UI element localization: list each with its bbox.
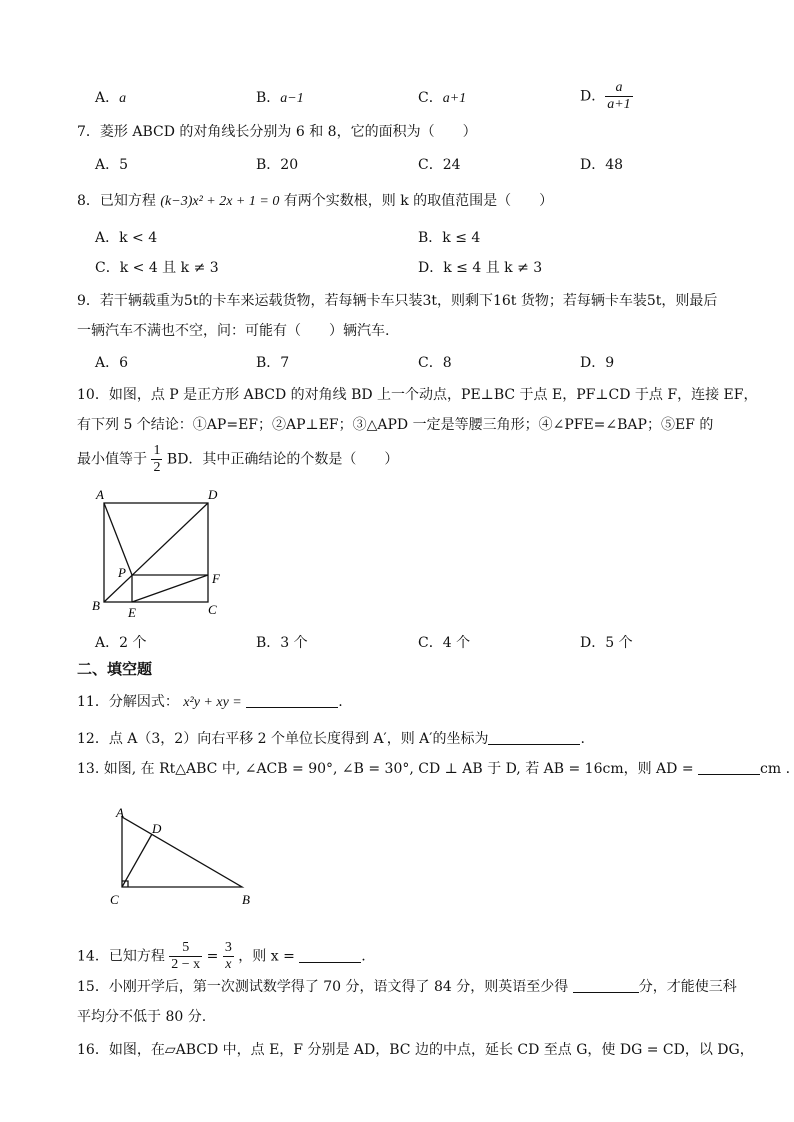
q9-option-a: A．6 bbox=[95, 355, 129, 371]
q13-triangle-figure bbox=[105, 803, 265, 913]
q11: 11．分解因式： x²y + xy = . bbox=[77, 694, 343, 710]
q8-option-a: A．k < 4 bbox=[95, 230, 158, 246]
q7-option-d: D．48 bbox=[580, 157, 624, 173]
fig10-label-e: E bbox=[128, 605, 136, 620]
q8-option-d: D．k ≤ 4 且 k ≠ 3 bbox=[418, 260, 543, 276]
fig13-label-d: D bbox=[152, 821, 162, 836]
q10-line1: 10．如图，点 P 是正方形 ABCD 的对角线 BD 上一个动点，PE⊥BC 于点 E，PF⊥CD 于点 F，连接 EF， bbox=[77, 387, 758, 403]
q10-square-figure bbox=[88, 485, 238, 620]
fig10-label-c: C bbox=[208, 602, 217, 617]
q10-option-b: B．3 个 bbox=[256, 635, 308, 651]
q6-option-b: B．a−1 bbox=[256, 90, 304, 106]
q16-line1: 16．如图，在▱ABCD 中，点 E，F 分别是 AD，BC 边的中点，延长 CD 至点 G，使 DG = CD，以 DG， bbox=[77, 1042, 754, 1058]
q15-line1: 15．小刚开学后，第一次测试数学得了 70 分，语文得了 84 分，则英语至少得 分，才能使三科 bbox=[77, 979, 737, 995]
q12-answer-blank[interactable] bbox=[488, 730, 580, 745]
q10-line3: 最小值等于 $\frac{1}{2}$ BD．其中正确结论的个数是（ ） bbox=[77, 443, 399, 475]
q15-answer-blank[interactable] bbox=[573, 978, 639, 993]
fig10-label-f: F bbox=[212, 571, 220, 586]
q7-option-c: C．24 bbox=[418, 157, 461, 173]
q6-option-d: D． $\frac{a}{a+1}$ bbox=[580, 80, 631, 112]
q9-line2: 一辆汽车不满也不空，问：可能有（ ）辆汽车. bbox=[77, 323, 390, 339]
q10-option-d: D．5 个 bbox=[580, 635, 633, 651]
q9-option-b: B．7 bbox=[256, 355, 290, 371]
q8-stem: 8．已知方程 (k−3)x² + 2x + 1 = 0 有两个实数根，则 k 的取值范围是（ ） bbox=[77, 193, 554, 209]
fig10-label-p: P bbox=[118, 565, 126, 580]
q15-line2: 平均分不低于 80 分. bbox=[77, 1009, 207, 1025]
q10-line2: 有下列 5 个结论：①AP=EF；②AP⊥EF；③△APD 一定是等腰三角形；④∠PFE=∠BAP；⑤EF 的 bbox=[77, 417, 714, 433]
q14-answer-blank[interactable] bbox=[299, 948, 361, 963]
q6-option-c: C．a+1 bbox=[418, 90, 467, 106]
q10-option-c: C．4 个 bbox=[418, 635, 471, 651]
q7-stem: 7．菱形 ABCD 的对角线长分别为 6 和 8，它的面积为（ ） bbox=[77, 124, 477, 140]
section-fill-in-heading: 二、填空题 bbox=[77, 660, 153, 678]
q6-option-a: A．a bbox=[95, 90, 127, 106]
fig10-label-a: A bbox=[96, 487, 104, 502]
fig10-label-d: D bbox=[208, 487, 218, 502]
q13: 13. 如图, 在 Rt△ABC 中, ∠ACB = 90°, ∠B = 30°, CD ⊥ AB 于 D, 若 AB = 16cm，则 AD = cm . bbox=[77, 761, 791, 777]
q9-line1: 9．若干辆载重为5t的卡车来运载货物，若每辆卡车只装3t，则剩下16t 货物；若每辆卡车装5t，则最后 bbox=[77, 293, 718, 309]
q8-option-b: B．k ≤ 4 bbox=[418, 230, 481, 246]
q10-option-a: A．2 个 bbox=[95, 635, 147, 651]
fig13-label-b: B bbox=[242, 892, 250, 907]
fig13-label-a: A bbox=[116, 805, 124, 820]
q8-option-c: C．k < 4 且 k ≠ 3 bbox=[95, 260, 219, 276]
q11-answer-blank[interactable] bbox=[246, 693, 338, 708]
q13-answer-blank[interactable] bbox=[698, 760, 760, 775]
q9-option-d: D．9 bbox=[580, 355, 615, 371]
q9-option-c: C．8 bbox=[418, 355, 452, 371]
q14: 14．已知方程 $\frac{5}{2 - x}$ = $\frac{3}{x}$ ，则 x = . bbox=[77, 940, 366, 972]
q12: 12．点 A（3，2）向右平移 2 个单位长度得到 A′，则 A′的坐标为 . bbox=[77, 731, 585, 747]
fig13-label-c: C bbox=[110, 892, 119, 907]
fig10-label-b: B bbox=[92, 598, 100, 613]
q7-option-b: B．20 bbox=[256, 157, 299, 173]
q7-option-a: A．5 bbox=[95, 157, 129, 173]
